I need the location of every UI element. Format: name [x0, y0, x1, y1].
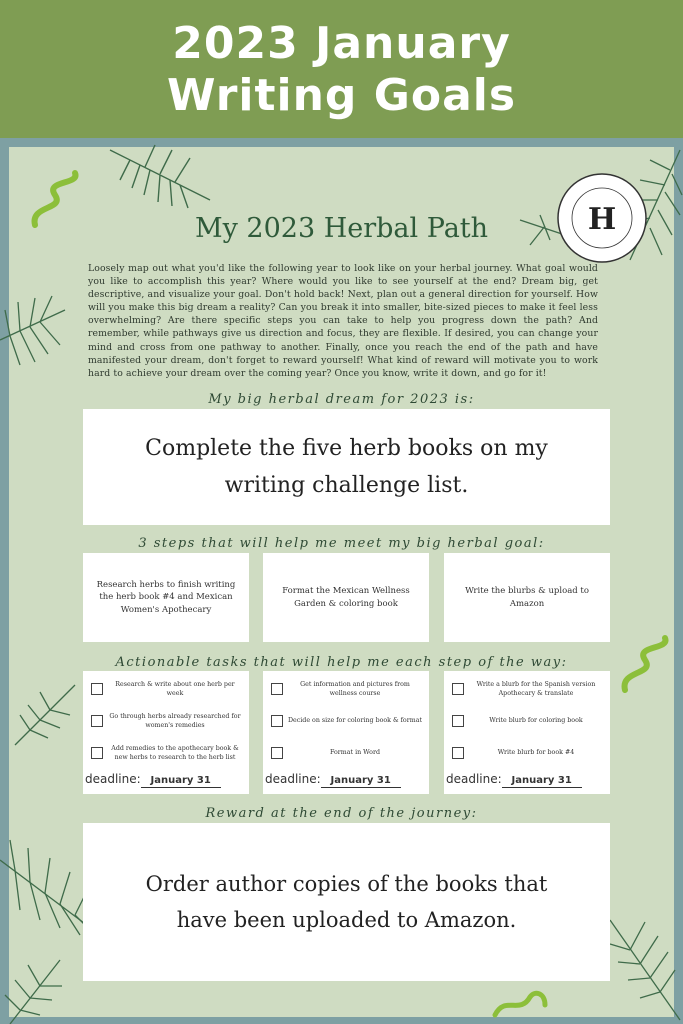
- task-text: Write blurb for book #4: [497, 749, 575, 756]
- deadline-row: [85, 772, 221, 788]
- task-item: [444, 712, 610, 734]
- header-line-2: Writing Goals: [166, 70, 517, 121]
- checkbox[interactable]: [271, 683, 283, 695]
- steps-label: 3 steps that will help me meet my big herbal goal:: [138, 536, 545, 551]
- checkbox[interactable]: [91, 747, 103, 759]
- checkbox[interactable]: [91, 715, 103, 727]
- task-text: Decide on size for coloring book & format: [287, 717, 422, 724]
- deadline-label: deadline:: [85, 772, 141, 786]
- task-column: [83, 671, 249, 794]
- checkbox[interactable]: [452, 715, 464, 727]
- task-item: [263, 744, 429, 766]
- deadline-row: [265, 772, 401, 788]
- deadline-value[interactable]: January 31: [321, 775, 401, 788]
- task-text: Get information and pictures from wellness course: [300, 681, 410, 697]
- deadline-value[interactable]: January 31: [502, 775, 582, 788]
- task-item: [444, 744, 610, 766]
- deadline-label: deadline:: [446, 772, 502, 786]
- worksheet-title: My 2023 Herbal Path: [194, 213, 489, 244]
- task-text: Research & write about one herb per week: [115, 681, 235, 697]
- task-item: [83, 680, 249, 702]
- task-column: [444, 671, 610, 794]
- checkbox[interactable]: [452, 747, 464, 759]
- task-item: [83, 712, 249, 734]
- task-text: Write blurb for coloring book: [489, 717, 583, 724]
- svg-text:H: H: [587, 202, 617, 237]
- header-banner: [0, 0, 683, 138]
- tasks-label: Actionable tasks that will help me each step of the way:: [115, 655, 568, 670]
- task-column: [263, 671, 429, 794]
- task-item: [263, 712, 429, 734]
- dream-text: Complete the five herb books on my writing challenge list.: [145, 436, 548, 498]
- deadline-row: [446, 772, 582, 788]
- dream-label: My big herbal dream for 2023 is:: [208, 392, 475, 407]
- checkbox[interactable]: [271, 715, 283, 727]
- step-text: Format the Mexican Wellness Garden & coloring book: [282, 586, 410, 609]
- step-text: Research herbs to finish writing the herb book #4 and Mexican Women's Apothecary: [96, 579, 236, 615]
- deadline-label: deadline:: [265, 772, 321, 786]
- deadline-value[interactable]: January 31: [141, 775, 221, 788]
- task-text: Format in Word: [329, 749, 381, 756]
- step-box: [83, 553, 249, 642]
- task-text: Write a blurb for the Spanish version Apothecary & translate: [476, 681, 596, 697]
- step-box: [263, 553, 429, 642]
- step-text: Write the blurbs & upload to Amazon: [465, 586, 589, 609]
- step-box: [444, 553, 610, 642]
- task-item: [83, 744, 249, 766]
- task-text: Add remedies to the apothecary book & new herbs to research to the herb list: [111, 745, 239, 761]
- task-text: Go through herbs already researched for women's remedies: [109, 713, 241, 729]
- dream-box: [83, 409, 610, 525]
- task-item: [444, 680, 610, 702]
- reward-text: Order author copies of the books that have been uploaded to Amazon.: [145, 872, 548, 932]
- task-item: [263, 680, 429, 702]
- checkbox[interactable]: [91, 683, 103, 695]
- header-line-1: 2023 January: [172, 18, 511, 69]
- intro-paragraph: Loosely map out what you'd like the following year to look like on your herbal journey. What goal would you like to accomplish this year? Where would you like to see yourself at the end? Dream big, get descriptive, and visualize your goal. Don't hold back! Next, plan out a general direction for yourself. How will you make this big dream a reality? Can you break it into smaller, bite-sized pieces to make it feel less overwhelming? Are there specific steps you can take to help you progress down the path? And remember, while pathways give us direction and focus, they are flexible. If desired, you can change your mind and cross from one pathway to another. Finally, once you reach the end of the path and have manifested your dream, don't forget to reward yourself! What kind of reward will motivate you to work hard to achieve your dream over the coming year? Once you know, write it down, and go for it!: [88, 263, 598, 379]
- checkbox[interactable]: [452, 683, 464, 695]
- reward-box: [83, 823, 610, 981]
- reward-label: Reward at the end of the journey:: [205, 806, 478, 821]
- checkbox[interactable]: [271, 747, 283, 759]
